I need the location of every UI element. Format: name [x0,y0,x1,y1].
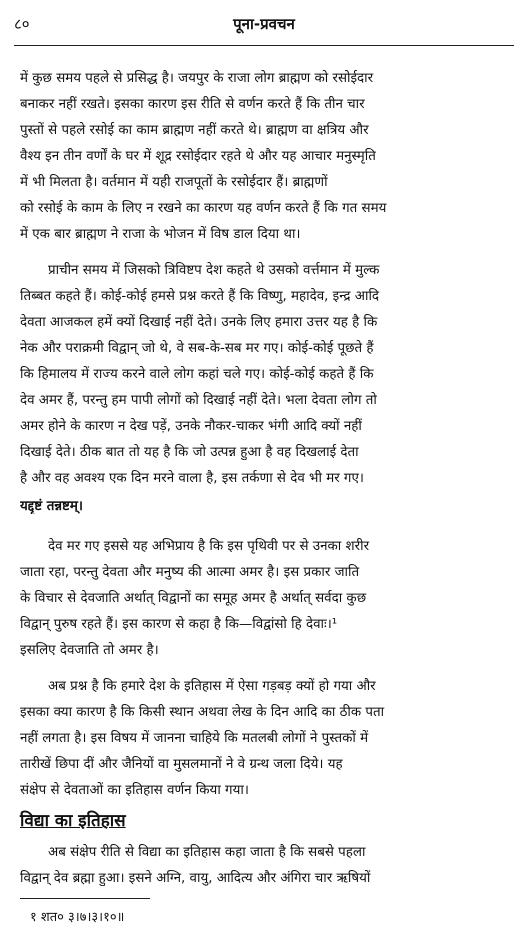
text-line: पुस्तों से पहले रसोई का काम ब्राह्मण नहीं करते थे। ब्राह्मण वा क्षत्रिय और [20,123,369,138]
text-line: तिब्बत कहते हैं। कोई-कोई हमसे प्रश्न करते हैं कि विष्णु, महादेव, इन्द्र आदि [20,289,380,304]
text-line: नहीं लगता है। इस विषय में जानना चाहिये कि मतलबी लोगों ने पुस्तकों में [20,731,369,746]
text-line: कि हिमालय में राज्य करने वाले लोग कहां चले गए। कोई-कोई कहते हैं कि [20,367,374,382]
text-line: वैश्य इन तीन वर्णों के घर में शूद्र रसोईदार रहते थे और यह आचार मनुस्मृति [20,149,376,164]
footnote: १ शत० ३।७।३।१०॥ [30,910,125,925]
text-line: अब संक्षेप रीति से विद्या का इतिहास कहा जाता है कि सबसे पहला [48,845,366,860]
text-line: विद्वान् पुरुष रहते हैं। इस कारण से कहा है कि—विद्वांसो हि देवाः।¹ [20,617,338,632]
text-line: देव अमर हैं, परन्तु हम पापी लोगों को दिखाई नहीं देते। भला देवता लोग तो [20,393,377,408]
text-line: देव मर गए इससे यह अभिप्राय है कि इस पृथिवी पर से उनका शरीर [48,539,370,554]
text-line: देवता आजकल हमें क्यों दिखाई नहीं देते। उनके लिए हमारा उत्तर यह है कि [20,315,378,330]
text-line: संक्षेप से देवताओं का इतिहास वर्णन किया गया। [20,783,249,798]
text-line: बनाकर नहीं रखते। इसका कारण इस रीति से वर्णन करते हैं कि तीन चार [20,97,365,112]
text-line: है और वह अवश्य एक दिन मरने वाला है, इस तर्कणा से देव भी मर गए। [20,471,364,486]
running-title: पूना-प्रवचन [233,15,295,33]
text-line: अमर होने के कारण न देख पड़ें, उनके नौकर-चाकर भंगी आदि क्यों नहीं [20,419,362,434]
text-line: अब प्रश्न है कि हमारे देश के इतिहास में ऐसा गड़बड़ क्यों हो गया और [48,679,376,694]
page-number: ८० [14,15,30,33]
text-line: दिखाई देते। ठीक बात तो यह है कि जो उत्पन्न हुआ है वह दिखलाई देता [20,445,359,460]
text-line: प्राचीन समय में जिसको त्रिविष्टप देश कहते थे उसको वर्त्तमान में मुल्क [48,263,380,278]
text-line: विद्वान् देव ब्रह्मा हुआ। इसने अग्नि, वायु, आदित्य और अंगिरा चार ऋषियों [20,871,371,886]
footnote-rule [20,898,150,899]
text-line: में एक बार ब्राह्मण ने राजा के भोजन में विष डाल दिया था। [20,227,301,242]
text-line: को रसोई के काम के लिए न रखने का कारण यह वर्णन करते हैं कि गत समय [20,201,387,216]
header-rule [14,45,514,46]
section-heading: विद्या का इतिहास [20,811,126,831]
text-line: में भी मिलता है। वर्तमान में यही राजपूतों के रसोईदार हैं। ब्राह्मणों [20,175,328,190]
page-header [0,14,528,42]
text-line: इसका क्या कारण है कि किसी स्थान अथवा लेख के दिन आदि का ठीक पता [20,705,385,720]
text-line: जाता रहा, परन्तु देवता और मनुष्य की आत्मा अमर है। इस प्रकार जाति [20,565,360,580]
text-line: इसलिए देवजाति तो अमर है। [20,643,159,658]
text-line: के विचार से देवजाति अर्थात् विद्वानों का समूह अमर है अर्थात् सर्वदा कुछ [20,591,367,606]
text-line: में कुछ समय पहले से प्रसिद्ध है। जयपुर के राजा लोग ब्राह्मण को रसोईदार [20,71,374,86]
text-line: तारीखें छिपा दीं और जैनियों वा मुसलमानों ने वे ग्रन्थ जला दिये। यह [20,757,343,772]
text-line: नेक और पराक्रमी विद्वान् जो थे, वे सब-के-सब मर गए। कोई-कोई पूछते हैं [20,341,374,356]
sanskrit-quote: यद्दृष्टं तन्नष्टम्। [20,499,83,514]
